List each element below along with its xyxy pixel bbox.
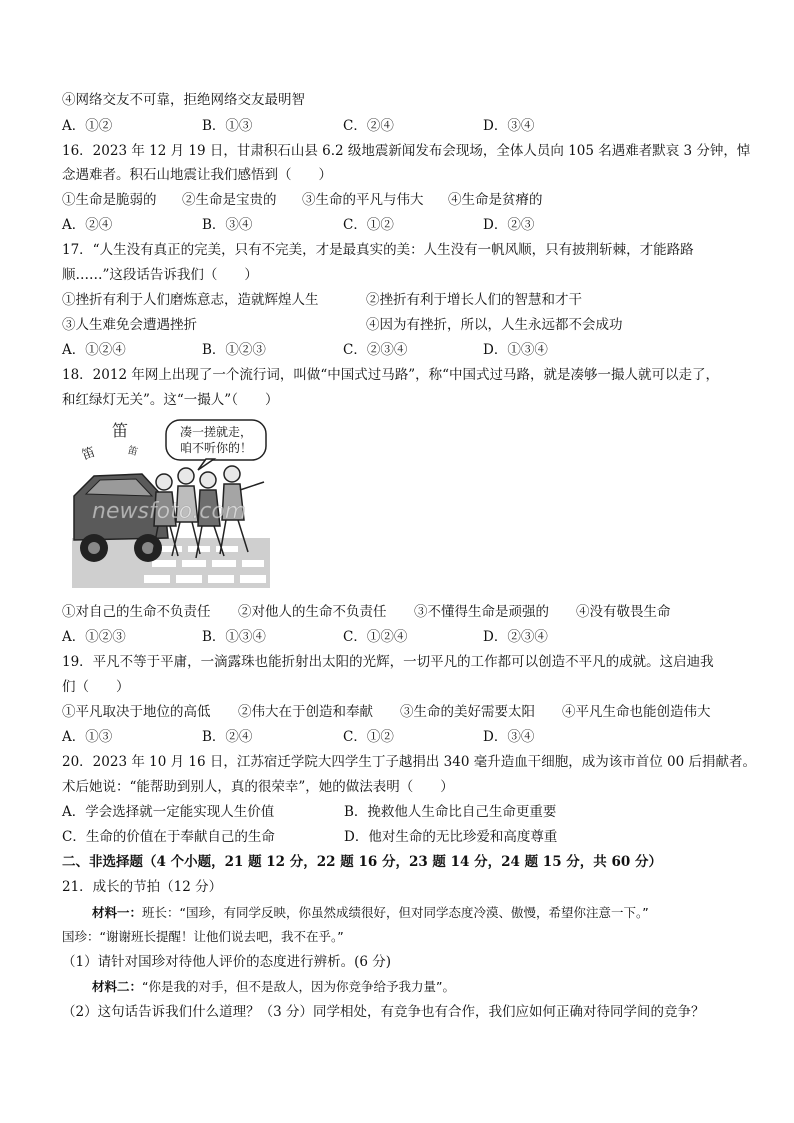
q17-statement-1: ①挫折有利于人们磨炼意志，造就辉煌人生 [62, 292, 319, 308]
bubble-text-line1: 凑一搓就走， [179, 425, 253, 439]
q21-material1-label: 材料一： [92, 905, 143, 920]
q17-option-d: D．①③④ [483, 342, 548, 358]
q16-option-b: B．③④ [202, 217, 253, 233]
q20-option-a: A．学会选择就一定能实现人生价值 [62, 804, 275, 820]
q15-option-a: A．①② [62, 118, 113, 134]
q19-statement-2: ②伟大在于创造和奉献 [238, 704, 373, 720]
q20-option-c: C．生命的价值在于奉献自己的生命 [62, 829, 275, 845]
q20-option-b: B．挽救他人生命比自己生命更重要 [344, 804, 557, 820]
q21-sub1: （1）请针对国珍对待他人评价的态度进行辨析。(6 分) [62, 954, 392, 970]
q21-material1-reply: 国珍：“谢谢班长提醒！让他们说去吧，我不在乎。” [62, 929, 344, 944]
q20-stem-line2: 术后她说：“能帮助到别人，真的很荣幸”，她的做法表明（ ） [62, 779, 454, 795]
horn-text-2: 笛 [79, 445, 98, 464]
q15-option-d: D．③④ [483, 118, 535, 134]
q21-material1-text: 班长：“国珍，有同学反映，你虽然成绩很好，但对同学态度冷漠、傲慢，希望你注意一下。” [142, 905, 649, 920]
jaywalking-cartoon [72, 418, 270, 588]
q18-options [62, 628, 742, 646]
bubble-text-line2: 咱不听你的！ [179, 441, 253, 455]
q20-options-row2 [62, 828, 742, 846]
q18-statement-3: ③不懂得生命是顽强的 [414, 604, 549, 620]
q18-statements [62, 603, 742, 621]
section2-heading: 二、非选择题（4 个小题，21 题 12 分，22 题 16 分，23 题 14 分，24 题 15 分，共 60 分） [62, 854, 662, 870]
q16-option-d: D．②③ [483, 217, 535, 233]
q18-statement-4: ④没有敬畏生命 [576, 604, 671, 620]
q19-statement-1: ①平凡取决于地位的高低 [62, 704, 211, 720]
q16-statement-1: ①生命是脆弱的 [62, 192, 157, 208]
q21-material1 [92, 904, 649, 922]
q16-stem-line1: 16．2023 年 12 月 19 日，甘肃积石山县 6.2 级地震新闻发布会现场，全体人员向 105 名遇难者默哀 3 分钟，悼 [62, 143, 751, 159]
horn-text-3: 笛 [126, 445, 139, 459]
q21-material2-text: “你是我的对手，但不是敌人，因为你竞争给予我力量”。 [142, 979, 455, 994]
q18-stem-line1: 18．2012 年网上出现了一个流行词，叫做“中国式过马路”，称“中国式过马路，就是凑够一撮人就可以走了， [62, 367, 720, 383]
q19-statement-4: ④平凡生命也能创造伟大 [562, 704, 711, 720]
q19-stem-line1: 19．平凡不等于平庸，一滴露珠也能折射出太阳的光辉，一切平凡的工作都可以创造不平凡的成就。这启迪我 [62, 654, 714, 670]
q15-statement-4: ④网络交友不可靠，拒绝网络交友最明智 [62, 92, 305, 108]
q15-option-b: B．①③ [202, 118, 253, 134]
q18-option-b: B．①③④ [202, 629, 266, 645]
q18-stem-line2: 和红绿灯无关”。这“一撮人”（ ） [62, 392, 279, 408]
q19-statement-3: ③生命的美好需要太阳 [400, 704, 535, 720]
q17-option-a: A．①②④ [62, 342, 126, 358]
q19-options [62, 728, 742, 746]
q16-option-c: C．①② [343, 217, 394, 233]
q17-statements-row1 [62, 291, 742, 309]
q18-option-d: D．②③④ [483, 629, 548, 645]
q17-options [62, 341, 742, 359]
q15-options [62, 117, 742, 135]
q21-material2 [92, 978, 455, 996]
q18-statement-2: ②对他人的生命不负责任 [238, 604, 387, 620]
q18-statement-1: ①对自己的生命不负责任 [62, 604, 211, 620]
q17-statement-4: ④因为有挫折，所以，人生永远都不会成功 [366, 317, 623, 333]
q19-option-d: D．③④ [483, 729, 535, 745]
q17-statement-3: ③人生难免会遭遇挫折 [62, 317, 197, 333]
q16-stem-line2: 念遇难者。积石山地震让我们感悟到（ ） [62, 167, 332, 183]
q16-options [62, 216, 742, 234]
q21-sub2: （2）这句话告诉我们什么道理？（3 分）同学相处，有竞争也有合作，我们应如何正确对待同学间的竞争？ [62, 1004, 705, 1020]
q20-stem-line1: 20．2023 年 10 月 16 日，江苏宿迁学院大四学生丁子越捐出 340 毫升造血干细胞，成为该市首位 00 后捐献者。 [62, 754, 756, 770]
q19-option-c: C．①② [343, 729, 394, 745]
q20-option-d: D．他对生命的无比珍爱和高度尊重 [344, 829, 558, 845]
cartoon-illustration [72, 418, 270, 588]
q19-statements [62, 703, 742, 721]
q17-stem-line2: 顺……”这段话告诉我们（ ） [62, 267, 258, 283]
watermark-text: newsfoto.com [92, 499, 247, 524]
q18-option-c: C．①②④ [343, 629, 408, 645]
q17-statements-row2 [62, 316, 742, 334]
q16-statement-2: ②生命是宝贵的 [182, 192, 277, 208]
q19-option-b: B．②④ [202, 729, 253, 745]
q18-option-a: A．①②③ [62, 629, 126, 645]
q19-option-a: A．①③ [62, 729, 113, 745]
q16-statement-3: ③生命的平凡与伟大 [302, 192, 424, 208]
q21-title: 21．成长的节拍（12 分） [62, 879, 223, 895]
q20-options-row1 [62, 803, 742, 821]
q21-material2-label: 材料二： [92, 979, 143, 994]
q17-statement-2: ②挫折有利于增长人们的智慧和才干 [366, 292, 582, 308]
q19-stem-line2: 们（ ） [62, 679, 130, 695]
q17-option-c: C．②③④ [343, 342, 408, 358]
q16-statements [62, 191, 742, 209]
q17-option-b: B．①②③ [202, 342, 266, 358]
q16-option-a: A．②④ [62, 217, 113, 233]
q17-stem-line1: 17．“人生没有真正的完美，只有不完美，才是最真实的美：人生没有一帆风顺，只有披荆斩棘，才能路路 [62, 242, 694, 258]
q15-option-c: C．②④ [343, 118, 394, 134]
q16-statement-4: ④生命是贫瘠的 [448, 192, 543, 208]
horn-text-1: 笛 [112, 421, 129, 440]
speech-bubble [166, 420, 266, 470]
